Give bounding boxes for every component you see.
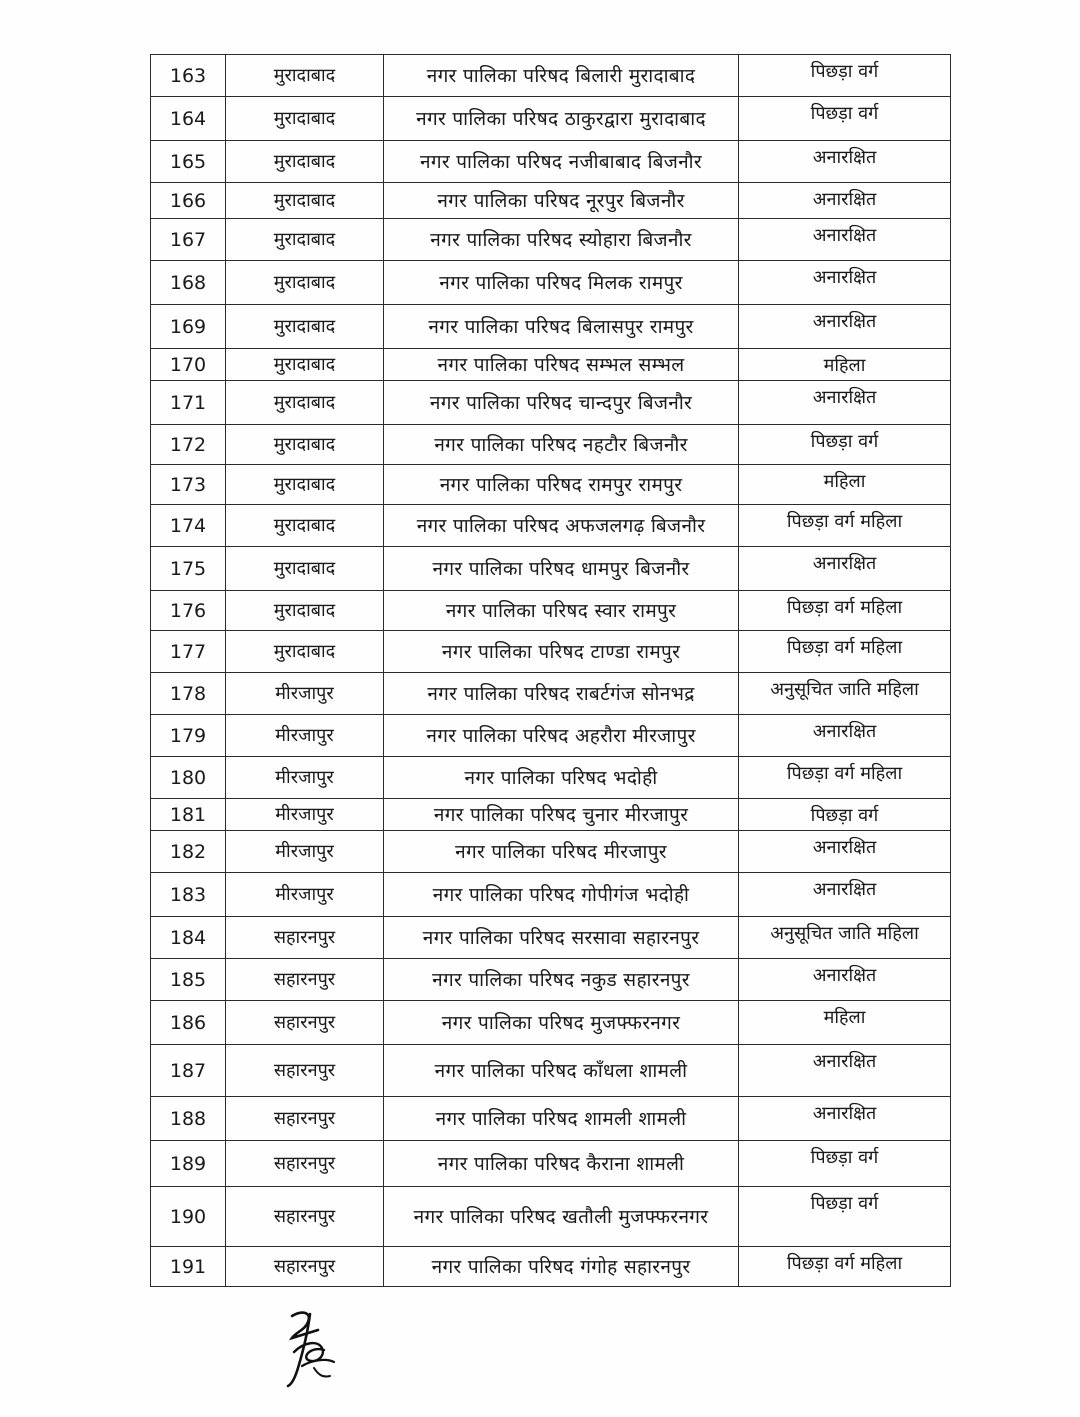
- reservation-category-cell: पिछड़ा वर्ग: [739, 1187, 951, 1247]
- table-row: [151, 349, 951, 381]
- reservation-category-cell: पिछड़ा वर्ग महिला: [739, 1247, 951, 1287]
- division-cell: सहारनपुर: [226, 1187, 384, 1247]
- table-row: [151, 547, 951, 591]
- reservation-category-cell: अनारक्षित: [739, 1097, 951, 1141]
- serial-number-cell: 167: [151, 219, 226, 261]
- table-row: [151, 55, 951, 97]
- municipality-name-cell: नगर पालिका परिषद कैराना शामली: [384, 1141, 739, 1187]
- division-cell: मीरजापुर: [226, 673, 384, 715]
- reservation-category-cell: पिछड़ा वर्ग: [739, 97, 951, 141]
- reservation-category-cell: अनुसूचित जाति महिला: [739, 673, 951, 715]
- table-row: [151, 141, 951, 183]
- reservation-category-cell: अनारक्षित: [739, 261, 951, 305]
- table-row: [151, 1001, 951, 1045]
- reservation-category-cell: पिछड़ा वर्ग महिला: [739, 591, 951, 631]
- table-row: [151, 505, 951, 547]
- municipality-name-cell: नगर पालिका परिषद भदोही: [384, 757, 739, 799]
- serial-number-cell: 188: [151, 1097, 226, 1141]
- division-cell: सहारनपुर: [226, 1141, 384, 1187]
- table-row: [151, 1247, 951, 1287]
- table-row: [151, 219, 951, 261]
- reservation-category-cell: अनुसूचित जाति महिला: [739, 917, 951, 959]
- reservation-category-cell: पिछड़ा वर्ग: [739, 799, 951, 831]
- division-cell: सहारनपुर: [226, 1001, 384, 1045]
- table-row: [151, 465, 951, 505]
- serial-number-cell: 174: [151, 505, 226, 547]
- serial-number-cell: 173: [151, 465, 226, 505]
- reservation-category-cell: पिछड़ा वर्ग महिला: [739, 757, 951, 799]
- municipality-name-cell: नगर पालिका परिषद बिलासपुर रामपुर: [384, 305, 739, 349]
- reservation-category-cell: अनारक्षित: [739, 873, 951, 917]
- division-cell: मुरादाबाद: [226, 349, 384, 381]
- serial-number-cell: 177: [151, 631, 226, 673]
- table-row: [151, 631, 951, 673]
- table-row: [151, 97, 951, 141]
- reservation-category-cell: अनारक्षित: [739, 219, 951, 261]
- serial-number-cell: 176: [151, 591, 226, 631]
- municipality-name-cell: नगर पालिका परिषद गंगोह सहारनपुर: [384, 1247, 739, 1287]
- table-row: [151, 261, 951, 305]
- serial-number-cell: 181: [151, 799, 226, 831]
- table-body: [151, 55, 951, 1287]
- division-cell: मुरादाबाद: [226, 183, 384, 219]
- municipality-name-cell: नगर पालिका परिषद मिलक रामपुर: [384, 261, 739, 305]
- reservation-category-cell: अनारक्षित: [739, 547, 951, 591]
- reservation-table: [150, 54, 951, 1287]
- serial-number-cell: 180: [151, 757, 226, 799]
- table-row: [151, 917, 951, 959]
- table-row: [151, 1141, 951, 1187]
- reservation-category-cell: महिला: [739, 349, 951, 381]
- table-row: [151, 873, 951, 917]
- table-row: [151, 1187, 951, 1247]
- division-cell: मुरादाबाद: [226, 425, 384, 465]
- reservation-category-cell: अनारक्षित: [739, 1045, 951, 1097]
- division-cell: मुरादाबाद: [226, 381, 384, 425]
- reservation-category-cell: महिला: [739, 465, 951, 505]
- serial-number-cell: 187: [151, 1045, 226, 1097]
- division-cell: मुरादाबाद: [226, 631, 384, 673]
- serial-number-cell: 165: [151, 141, 226, 183]
- municipality-name-cell: नगर पालिका परिषद अफजलगढ़ बिजनौर: [384, 505, 739, 547]
- municipality-name-cell: नगर पालिका परिषद चुनार मीरजापुर: [384, 799, 739, 831]
- table-row: [151, 425, 951, 465]
- division-cell: मीरजापुर: [226, 831, 384, 873]
- division-cell: मुरादाबाद: [226, 505, 384, 547]
- table-row: [151, 831, 951, 873]
- division-cell: सहारनपुर: [226, 917, 384, 959]
- serial-number-cell: 182: [151, 831, 226, 873]
- table-row: [151, 381, 951, 425]
- municipality-name-cell: नगर पालिका परिषद सरसावा सहारनपुर: [384, 917, 739, 959]
- division-cell: मुरादाबाद: [226, 141, 384, 183]
- table-row: [151, 799, 951, 831]
- division-cell: मुरादाबाद: [226, 219, 384, 261]
- serial-number-cell: 172: [151, 425, 226, 465]
- table-row: [151, 757, 951, 799]
- division-cell: मुरादाबाद: [226, 465, 384, 505]
- municipality-name-cell: नगर पालिका परिषद सम्भल सम्भल: [384, 349, 739, 381]
- serial-number-cell: 163: [151, 55, 226, 97]
- reservation-category-cell: अनारक्षित: [739, 715, 951, 757]
- municipality-name-cell: नगर पालिका परिषद टाण्डा रामपुर: [384, 631, 739, 673]
- division-cell: मुरादाबाद: [226, 591, 384, 631]
- division-cell: मीरजापुर: [226, 799, 384, 831]
- serial-number-cell: 175: [151, 547, 226, 591]
- municipality-name-cell: नगर पालिका परिषद नकुड सहारनपुर: [384, 959, 739, 1001]
- serial-number-cell: 178: [151, 673, 226, 715]
- municipality-name-cell: नगर पालिका परिषद राबर्टगंज सोनभद्र: [384, 673, 739, 715]
- municipality-name-cell: नगर पालिका परिषद चान्दपुर बिजनौर: [384, 381, 739, 425]
- reservation-category-cell: अनारक्षित: [739, 305, 951, 349]
- municipality-name-cell: नगर पालिका परिषद रामपुर रामपुर: [384, 465, 739, 505]
- division-cell: सहारनपुर: [226, 1045, 384, 1097]
- municipality-name-cell: नगर पालिका परिषद मुजफ्फरनगर: [384, 1001, 739, 1045]
- division-cell: मुरादाबाद: [226, 261, 384, 305]
- division-cell: मुरादाबाद: [226, 547, 384, 591]
- serial-number-cell: 166: [151, 183, 226, 219]
- reservation-category-cell: पिछड़ा वर्ग महिला: [739, 505, 951, 547]
- reservation-category-cell: अनारक्षित: [739, 183, 951, 219]
- municipality-name-cell: नगर पालिका परिषद अहरौरा मीरजापुर: [384, 715, 739, 757]
- serial-number-cell: 169: [151, 305, 226, 349]
- serial-number-cell: 185: [151, 959, 226, 1001]
- municipality-name-cell: नगर पालिका परिषद धामपुर बिजनौर: [384, 547, 739, 591]
- table-row: [151, 715, 951, 757]
- reservation-category-cell: महिला: [739, 1001, 951, 1045]
- serial-number-cell: 179: [151, 715, 226, 757]
- division-cell: सहारनपुर: [226, 959, 384, 1001]
- division-cell: मुरादाबाद: [226, 305, 384, 349]
- municipality-name-cell: नगर पालिका परिषद नजीबाबाद बिजनौर: [384, 141, 739, 183]
- table-row: [151, 591, 951, 631]
- municipality-name-cell: नगर पालिका परिषद मीरजापुर: [384, 831, 739, 873]
- reservation-category-cell: अनारक्षित: [739, 141, 951, 183]
- division-cell: मुरादाबाद: [226, 97, 384, 141]
- serial-number-cell: 190: [151, 1187, 226, 1247]
- table-row: [151, 1097, 951, 1141]
- table-row: [151, 673, 951, 715]
- municipality-name-cell: नगर पालिका परिषद काँधला शामली: [384, 1045, 739, 1097]
- division-cell: मीरजापुर: [226, 757, 384, 799]
- municipality-name-cell: नगर पालिका परिषद स्योहारा बिजनौर: [384, 219, 739, 261]
- reservation-category-cell: पिछड़ा वर्ग: [739, 1141, 951, 1187]
- serial-number-cell: 189: [151, 1141, 226, 1187]
- municipality-name-cell: नगर पालिका परिषद नूरपुर बिजनौर: [384, 183, 739, 219]
- reservation-category-cell: अनारक्षित: [739, 831, 951, 873]
- serial-number-cell: 191: [151, 1247, 226, 1287]
- municipality-name-cell: नगर पालिका परिषद गोपीगंज भदोही: [384, 873, 739, 917]
- division-cell: मीरजापुर: [226, 873, 384, 917]
- reservation-category-cell: पिछड़ा वर्ग महिला: [739, 631, 951, 673]
- table-row: [151, 959, 951, 1001]
- table-row: [151, 183, 951, 219]
- scan-mark: [100, 10, 106, 16]
- table-row: [151, 1045, 951, 1097]
- division-cell: सहारनपुर: [226, 1097, 384, 1141]
- serial-number-cell: 170: [151, 349, 226, 381]
- serial-number-cell: 186: [151, 1001, 226, 1045]
- municipality-name-cell: नगर पालिका परिषद ठाकुरद्वारा मुरादाबाद: [384, 97, 739, 141]
- reservation-category-cell: अनारक्षित: [739, 959, 951, 1001]
- serial-number-cell: 184: [151, 917, 226, 959]
- serial-number-cell: 171: [151, 381, 226, 425]
- municipality-name-cell: नगर पालिका परिषद शामली शामली: [384, 1097, 739, 1141]
- signature-icon: [278, 1308, 344, 1388]
- serial-number-cell: 168: [151, 261, 226, 305]
- reservation-category-cell: पिछड़ा वर्ग: [739, 425, 951, 465]
- serial-number-cell: 183: [151, 873, 226, 917]
- municipality-name-cell: नगर पालिका परिषद खतौली मुजफ्फरनगर: [384, 1187, 739, 1247]
- table-row: [151, 305, 951, 349]
- municipality-name-cell: नगर पालिका परिषद नहटौर बिजनौर: [384, 425, 739, 465]
- serial-number-cell: 164: [151, 97, 226, 141]
- reservation-category-cell: पिछड़ा वर्ग: [739, 55, 951, 97]
- division-cell: मुरादाबाद: [226, 55, 384, 97]
- municipality-name-cell: नगर पालिका परिषद स्वार रामपुर: [384, 591, 739, 631]
- reservation-category-cell: अनारक्षित: [739, 381, 951, 425]
- municipality-name-cell: नगर पालिका परिषद बिलारी मुरादाबाद: [384, 55, 739, 97]
- division-cell: मीरजापुर: [226, 715, 384, 757]
- division-cell: सहारनपुर: [226, 1247, 384, 1287]
